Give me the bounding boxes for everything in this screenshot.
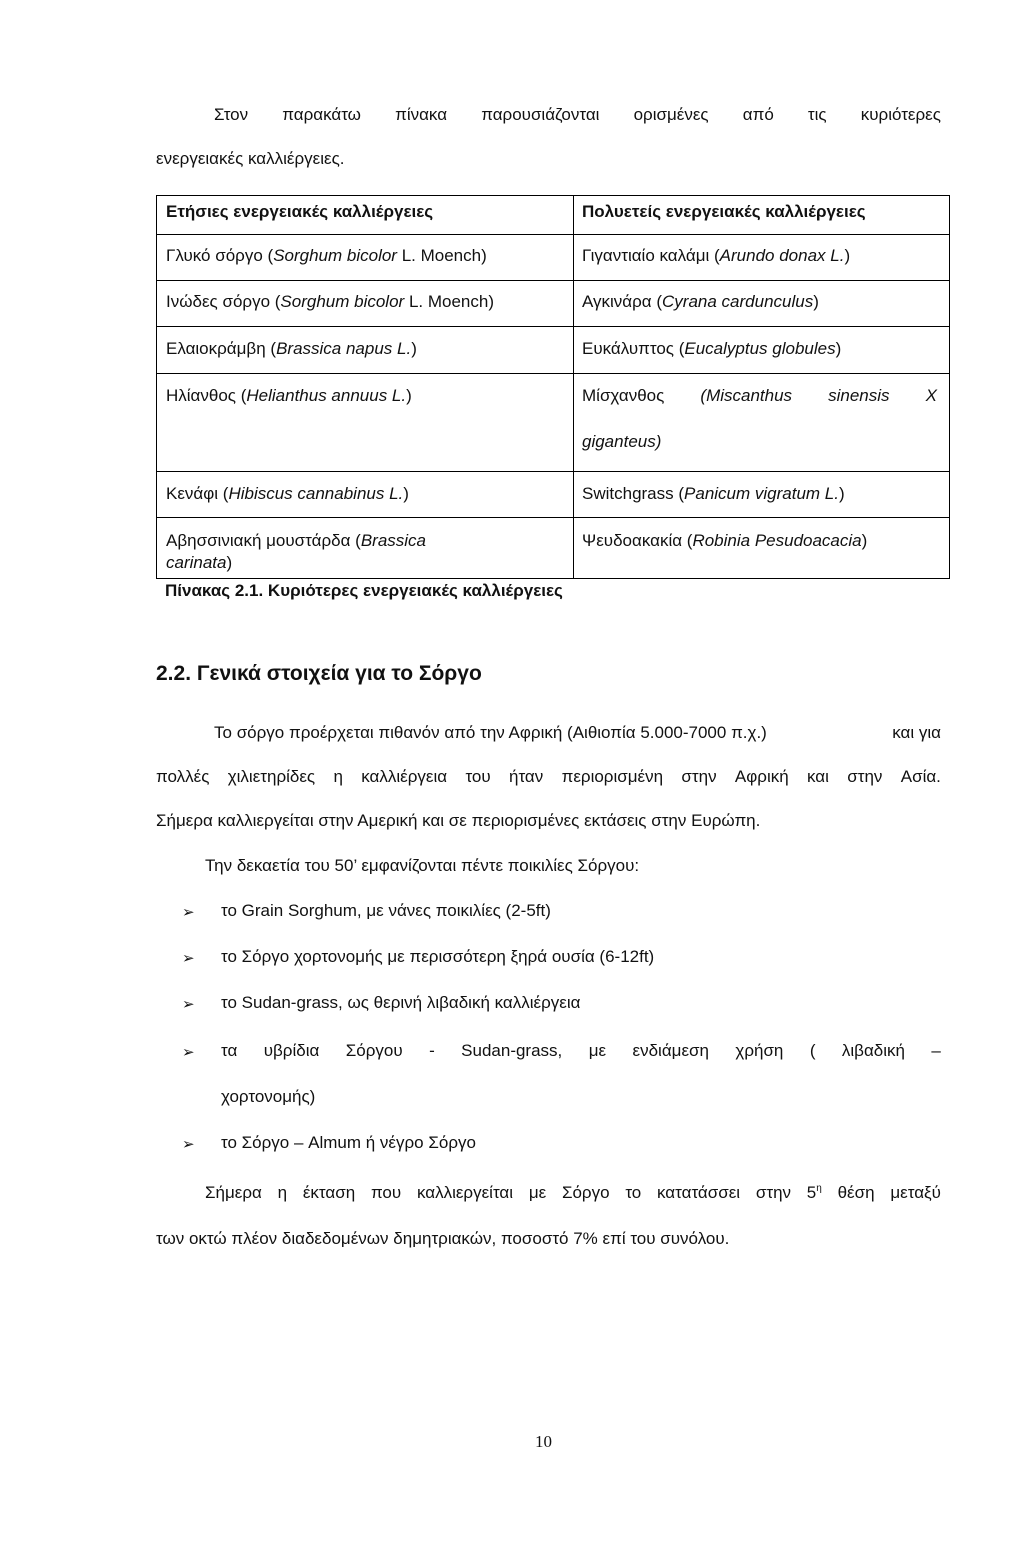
list-item-continuation: χορτονομής) (221, 1087, 316, 1106)
paragraph-line: Σήμερα η έκταση που καλλιεργείται με Σόργο το κατατάσσει στην $5^\eta$ θέση μεταξύ (205, 1183, 941, 1202)
table-cell: giganteus) (582, 432, 662, 451)
list-item: το Sudan-grass, ως θερινή λιβαδική καλλιέργεια (221, 993, 581, 1012)
bullet-arrow-icon: ➢ (182, 1135, 195, 1153)
table-cell: carinata) (166, 553, 233, 572)
bullet-arrow-icon: ➢ (182, 1043, 195, 1061)
word: από (742, 105, 774, 124)
bullet-arrow-icon: ➢ (182, 995, 195, 1013)
table-row-divider (157, 326, 949, 327)
table-cell: Γιγαντιαίο καλάμι (Arundo donax L.) (582, 246, 851, 265)
table-cell: Ελαιοκράμβη (Brassica napus L.) (166, 339, 417, 358)
bullet-arrow-icon: ➢ (182, 903, 195, 921)
table-cell: Ινώδες σόργο (Sorghum bicolor L. Moench) (166, 292, 494, 311)
table-header-annual: Ετήσιες ενεργειακές καλλιέργειες (166, 202, 434, 221)
intro-line-1 (214, 105, 941, 125)
word: κυριότερες (860, 105, 941, 124)
bullet-arrow-icon: ➢ (182, 949, 195, 967)
table-cell: Μίσχανθος (Miscanthus sinensis X (582, 386, 937, 405)
table-cell: Αβησσινιακή μουστάρδα (Brassica (166, 531, 426, 550)
table-cell: Αγκινάρα (Cyrana cardunculus) (582, 292, 819, 311)
table-cell: Ψευδοακακία (Robinia Pesudoacacia) (582, 531, 868, 550)
table-row-divider (157, 517, 949, 518)
paragraph-line: των οκτώ πλέον διαδεδομένων δημητριακών, ποσοστό 7% επί του συνόλου. (156, 1229, 730, 1248)
section-heading: 2.2. Γενικά στοιχεία για το Σόργο (156, 662, 482, 685)
list-item: το Grain Sorghum, με νάνες ποικιλίες (2-5ft) (221, 901, 551, 920)
table-row-divider (157, 471, 949, 472)
table-row-divider (157, 234, 949, 235)
table-header-perennial: Πολυετείς ενεργειακές καλλιέργειες (582, 202, 866, 221)
table-cell: Ηλίανθος (Helianthus annuus L.) (166, 386, 412, 405)
word: πίνακα (395, 105, 448, 124)
list-item: τα υβρίδια Σόργου - Sudan-grass, με ενδιάμεση χρήση ( λιβαδική – (221, 1041, 941, 1060)
list-item: το Σόργο χορτονομής με περισσότερη ξηρά ουσία (6-12ft) (221, 947, 655, 966)
table-column-divider (573, 196, 574, 578)
word: Στον (214, 105, 249, 124)
word: παρακάτω (282, 105, 361, 124)
paragraph-line: πολλές χιλιετηρίδες η καλλιέργεια του ήταν περιορισμένη στην Αφρική και στην Ασία. (156, 767, 941, 786)
list-item: το Σόργο – Almum ή νέγρο Σόργο (221, 1133, 476, 1152)
paragraph-line: Το σόργο προέρχεται πιθανόν από την Αφρική (Αιθιοπία 5.000-7000 π.χ.) και για (214, 723, 941, 742)
table-cell: Ευκάλυπτος (Eucalyptus globules) (582, 339, 842, 358)
table-row-divider (157, 373, 949, 374)
table-cell: Γλυκό σόργο (Sorghum bicolor L. Moench) (166, 246, 487, 265)
table-cell: Switchgrass (Panicum vigratum L.) (582, 484, 845, 503)
word: παρουσιάζονται (481, 105, 600, 124)
table-cell: Κενάφι (Hibiscus cannabinus L.) (166, 484, 409, 503)
page-number: 10 (535, 1432, 552, 1451)
paragraph-line: Σήμερα καλλιεργείται στην Αμερική και σε περιορισμένες εκτάσεις στην Ευρώπη. (156, 811, 761, 830)
intro-line-2: ενεργειακές καλλιέργειες. (156, 149, 345, 168)
table-row-divider (157, 280, 949, 281)
table-caption: Πίνακας 2.1. Κυριότερες ενεργειακές καλλιέργειες (165, 581, 563, 600)
paragraph-line: Την δεκαετία του 50’ εμφανίζονται πέντε ποικιλίες Σόργου: (205, 856, 640, 875)
crops-table (156, 195, 950, 579)
word: ορισμένες (633, 105, 709, 124)
word: τις (807, 105, 827, 124)
